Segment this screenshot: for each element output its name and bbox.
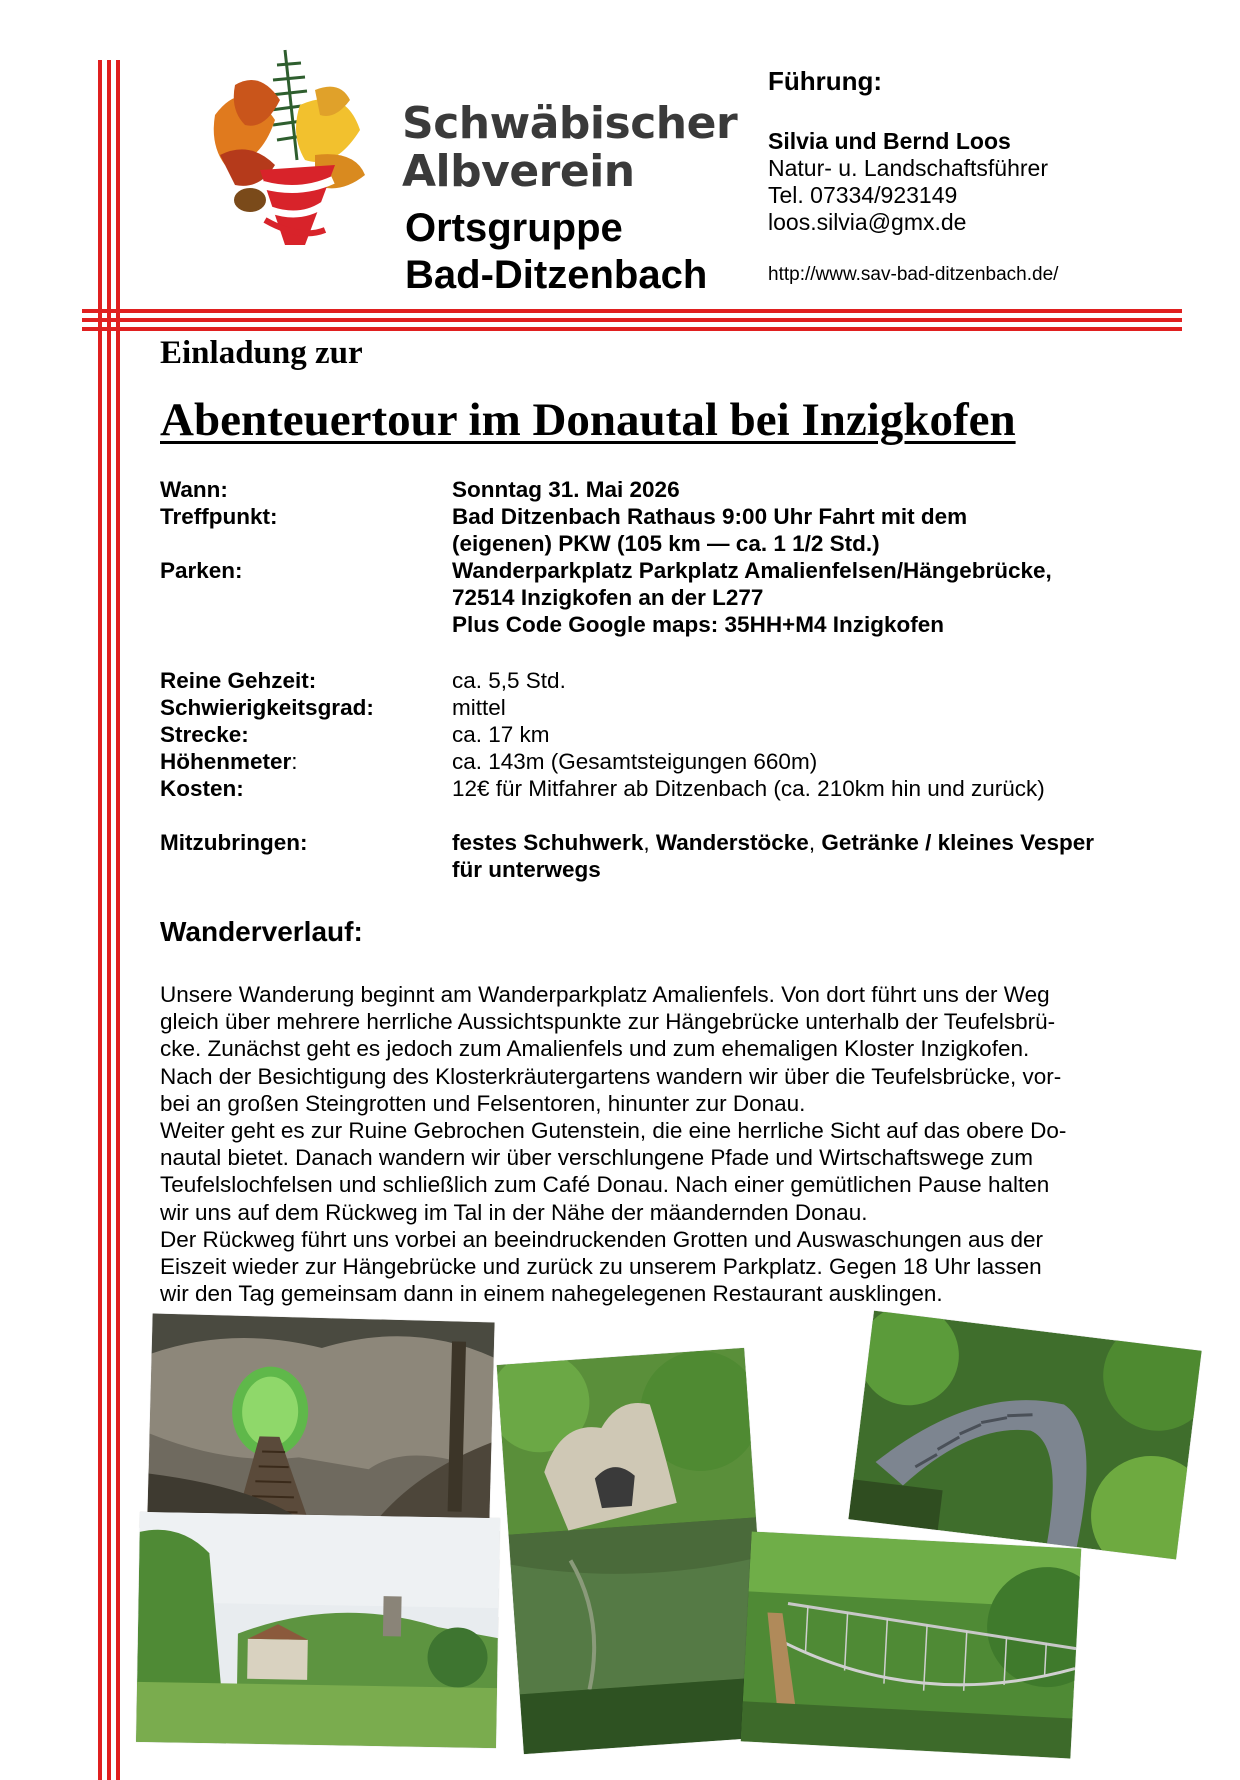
photo-river-cliff [497, 1348, 772, 1754]
org-name-line1: Schwäbischer [402, 98, 738, 149]
org-name-line2: Albverein [402, 146, 635, 197]
website-link[interactable]: http://www.sav-bad-ditzenbach.de/ [768, 264, 1059, 285]
contact-heading: Führung: [768, 66, 883, 96]
label-schwierigkeit: Schwierigkeitsgrad: [160, 695, 374, 720]
value-mitbringen-sep2: , [808, 830, 822, 855]
route-line: nautal bietet. Danach wandern wir über verschlungene Pfade und Wirtschaftswege zum [160, 1145, 1033, 1171]
route-line: wir uns auf dem Rückweg im Tal in der Nähe der mäandernden Donau. [160, 1199, 868, 1225]
route-line: Unsere Wanderung beginnt am Wanderparkplatz Amalienfels. Von dort führt uns der Weg [160, 982, 1050, 1007]
route-line: wir den Tag gemeinsam dann in einem nahegelegenen Restaurant ausklingen. [160, 1281, 943, 1307]
value-parken-2: 72514 Inzigkofen an der L277 [452, 585, 764, 610]
contact-phone: Tel. 07334/923149 [768, 182, 958, 208]
label-hoehenmeter-colon: : [291, 749, 298, 774]
value-parken-1: Wanderparkplatz Parkplatz Amalienfelsen/Hängebrücke, [452, 558, 1052, 583]
label-treffpunkt: Treffpunkt: [160, 504, 278, 529]
label-hoehenmeter: Höhenmeter [160, 749, 292, 774]
horizontal-red-rule [82, 318, 1182, 322]
contact-names: Silvia und Bernd Loos [768, 128, 1011, 154]
photo-stone-bridge [848, 1311, 1201, 1560]
route-line: Teufelslochfelsen und schließlich zum Café Donau. Nach einer gemütlichen Pause halten [160, 1172, 1050, 1198]
invite-intro: Einladung zur [160, 335, 363, 371]
route-line: Eiszeit wieder zur Hängebrücke und zurück zu unserem Parkplatz. Gegen 18 Uhr lassen [160, 1254, 1042, 1280]
photo-suspension-bridge [741, 1532, 1082, 1759]
value-mitbringen-item2: Wanderstöcke [655, 830, 809, 855]
label-kosten: Kosten: [160, 776, 244, 801]
label-strecke: Strecke: [160, 722, 249, 747]
route-description [160, 981, 1180, 1307]
photo-castle-ruin [136, 1512, 500, 1748]
route-heading: Wanderverlauf: [160, 916, 363, 947]
horizontal-red-rule [82, 327, 1182, 331]
value-treffpunkt-2: (eigenen) PKW (105 km — ca. 1 1/2 Std.) [452, 531, 880, 556]
value-mitbringen-item3: Getränke / kleines Vesper [821, 830, 1094, 855]
contact-role: Natur- u. Landschaftsführer [768, 155, 1048, 181]
horizontal-red-rule [82, 309, 1182, 313]
albverein-logo-icon [205, 45, 375, 245]
value-schwierigkeit: mittel [452, 695, 506, 720]
details-table [160, 476, 1160, 883]
route-line: cke. Zunächst geht es jedoch zum Amalienfels und zum ehemaligen Kloster Inzigkofen. [160, 1036, 1030, 1062]
route-line: gleich über mehrere herrliche Aussichtspunkte zur Hängebrücke unterhalb der Teufelsbrü- [160, 1009, 1056, 1035]
value-strecke: ca. 17 km [452, 722, 550, 747]
contact-block [768, 128, 1048, 236]
route-line: bei an großen Steingrotten und Felsentoren, hinunter zur Donau. [160, 1090, 806, 1116]
label-wann: Wann: [160, 477, 228, 502]
route-line: Nach der Besichtigung des Klosterkräutergartens wandern wir über die Teufelsbrücke, vor- [160, 1063, 1062, 1089]
value-mitbringen-sep1: , [643, 830, 656, 855]
group-name-line1: Ortsgruppe [405, 206, 623, 250]
value-gehzeit: ca. 5,5 Std. [452, 668, 566, 693]
value-mitbringen-2: für unterwegs [452, 857, 601, 882]
value-hoehenmeter: ca. 143m (Gesamtsteigungen 660m) [452, 749, 818, 774]
group-name-line2: Bad-Ditzenbach [405, 253, 708, 297]
page-title: Abenteuertour im Donautal bei Inzigkofen [160, 394, 1016, 446]
label-parken: Parken: [160, 558, 243, 583]
value-kosten: 12€ für Mitfahrer ab Ditzenbach (ca. 210km hin und zurück) [452, 776, 1045, 801]
value-wann: Sonntag 31. Mai 2026 [452, 477, 680, 502]
value-treffpunkt-1: Bad Ditzenbach Rathaus 9:00 Uhr Fahrt mit dem [452, 504, 968, 529]
photo-rock-arch [147, 1314, 494, 1523]
label-gehzeit: Reine Gehzeit: [160, 668, 317, 693]
value-parken-3: Plus Code Google maps: 35HH+M4 Inzigkofen [452, 612, 944, 637]
route-line: Der Rückweg führt uns vorbei an beeindruckenden Grotten und Auswaschungen aus der [160, 1226, 1044, 1252]
contact-email[interactable]: loos.silvia@gmx.de [768, 209, 967, 235]
label-mitbringen: Mitzubringen: [160, 830, 308, 855]
route-line: Weiter geht es zur Ruine Gebrochen Gutenstein, die eine herrliche Sicht auf das obere Do- [160, 1118, 1067, 1144]
value-mitbringen-item1: festes Schuhwerk [452, 830, 644, 855]
